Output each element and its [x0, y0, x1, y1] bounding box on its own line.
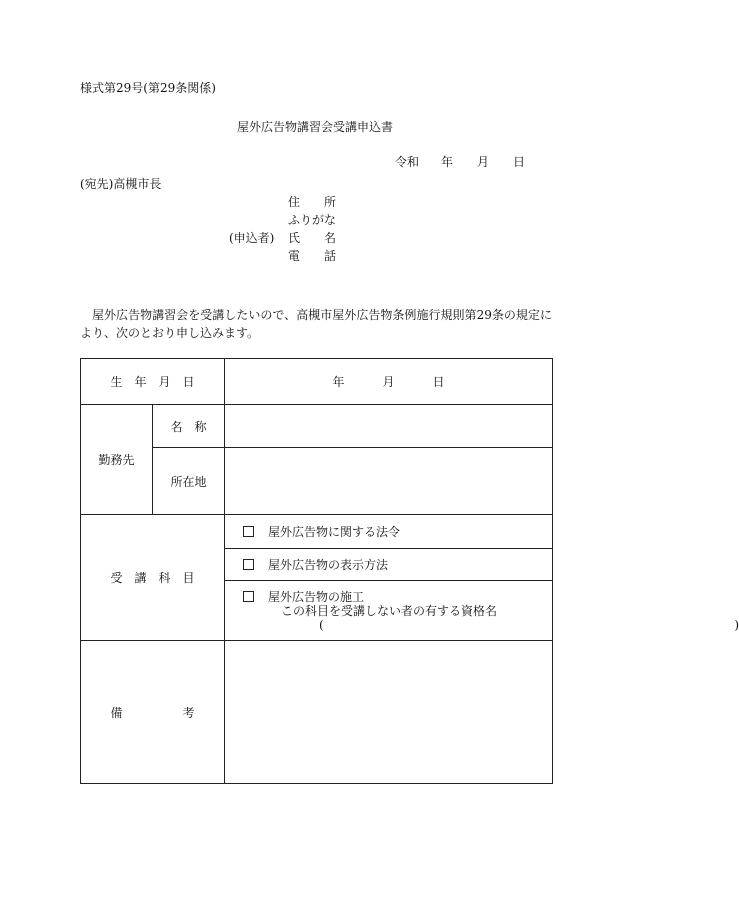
workplace-name-label: 名 称	[153, 405, 225, 448]
date-era: 令和	[395, 155, 420, 169]
subject-laws[interactable]	[225, 515, 553, 549]
applicant-furigana-label: ふりがな	[288, 213, 337, 227]
date-month: 月	[477, 155, 490, 169]
applicant-label: (申込者)	[229, 231, 275, 245]
subject-label: 屋外広告物の表示方法	[268, 558, 389, 572]
subject-label: 屋外広告物に関する法令	[268, 525, 401, 539]
checkbox-icon[interactable]	[243, 559, 254, 570]
subject-note: この科目を受講しない者の有する資格名	[281, 603, 498, 618]
birthdate-year: 年	[332, 375, 345, 389]
paren-open: (	[319, 617, 324, 632]
applicant-address-label: 住 所	[288, 195, 337, 209]
birthdate-label: 生 年 月 日	[81, 359, 225, 405]
subject-construction[interactable]	[225, 581, 739, 641]
birthdate-month: 月	[382, 375, 395, 389]
checkbox-icon[interactable]	[243, 591, 254, 602]
form-title: 屋外広告物講習会受講申込書	[236, 120, 393, 134]
workplace-label: 勤務先	[81, 405, 153, 515]
birthdate-row	[81, 359, 553, 405]
checkbox-icon[interactable]	[243, 526, 254, 537]
subjects-label: 受 講 科 目	[81, 515, 225, 641]
workplace-name-field[interactable]	[225, 405, 553, 448]
remarks-row	[81, 641, 553, 784]
date-day: 日	[513, 155, 526, 169]
birthdate-day: 日	[432, 375, 445, 389]
date-line	[395, 155, 525, 169]
applicant-phone-label: 電 話	[288, 249, 337, 263]
addressee: (宛先)高槻市長	[80, 177, 162, 191]
remarks-label: 備 考	[81, 641, 225, 784]
date-year: 年	[441, 155, 454, 169]
body-text: 屋外広告物講習会を受講したいので、高槻市屋外広告物条例施行規則第29条の規定により、次のとおり申し込みます。	[80, 308, 552, 340]
subject-row	[81, 515, 553, 549]
workplace-address-label: 所在地	[153, 448, 225, 515]
birthdate-field[interactable]	[225, 359, 553, 405]
qualification-field[interactable]	[243, 617, 739, 632]
form-number: 様式第29号(第29条関係)	[80, 81, 216, 95]
applicant-name-label: 氏 名	[288, 231, 337, 245]
workplace-name-row	[81, 405, 553, 448]
subject-label: 屋外広告物の施工	[268, 589, 365, 604]
remarks-field[interactable]	[225, 641, 553, 784]
paren-close: )	[734, 617, 739, 632]
workplace-address-field[interactable]	[225, 448, 553, 515]
application-table	[80, 358, 739, 784]
subject-display-methods[interactable]	[225, 549, 553, 581]
